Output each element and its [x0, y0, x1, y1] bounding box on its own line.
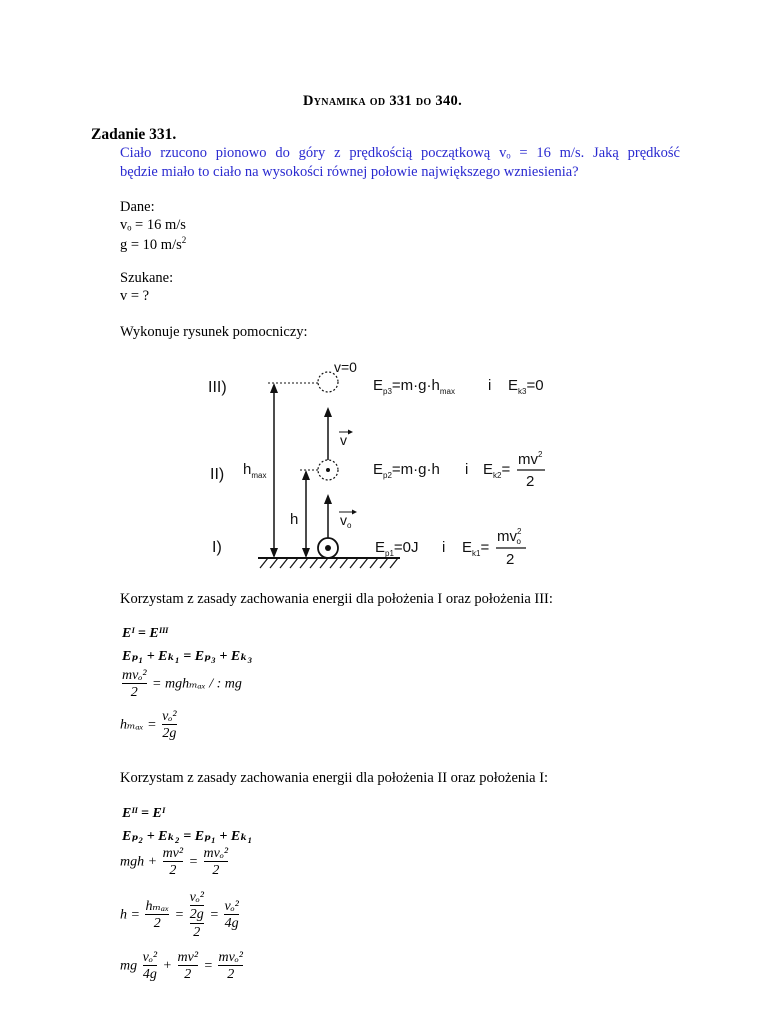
section2-eq2: Eₚ₂ + Eₖ₂ = Eₚ₁ + Eₖ₁	[122, 829, 253, 844]
eq-III-ek-sub: k3	[518, 387, 527, 396]
section2-eq4-inner-frac	[190, 890, 204, 923]
eq-II-ep-sub: p2	[383, 471, 392, 480]
hmax-letter: h	[243, 461, 252, 478]
eq-II-ek-sub: k2	[493, 471, 502, 480]
section2-eq3	[120, 846, 230, 879]
section1-eq4-frac	[162, 709, 176, 742]
eq-II-numerator	[518, 450, 543, 468]
section1-eq4	[120, 709, 179, 742]
section2-eq3-lhs: mgh +	[120, 854, 158, 870]
section2-eq1: Eᴵᴵ = Eᴵ	[122, 806, 165, 821]
eq-I-rest: =0J	[393, 539, 419, 556]
given-v0: vₒ = 16 m/s	[120, 217, 186, 233]
ground-hatching	[260, 558, 398, 568]
section2-eq5-eq: =	[203, 958, 213, 974]
eq-III-ek-val: =0	[526, 377, 544, 394]
eq-II-ek-group: $E_{k2}=$	[483, 461, 511, 480]
section2-eq4-inner-num: vₒ²	[189, 890, 204, 905]
figure-intro: Wykonuje rysunek pomocniczy:	[120, 324, 308, 340]
eq-I-ek: E	[462, 539, 473, 556]
task-text-line-1: Ciało rzucono pionowo do góry z prędkością początkową vₒ = 16 m/s. Jaką prędkość	[120, 145, 680, 161]
section1-eq3-den: 2	[122, 683, 147, 700]
section2-eq4-frac3	[224, 899, 238, 932]
level-II-label: II)	[210, 466, 225, 483]
section2-eq4-num3: vₒ²	[224, 898, 239, 914]
eq-II-num: mv	[518, 451, 538, 468]
v0-sub: o	[347, 521, 352, 530]
section2-eq4-eq1: =	[174, 907, 185, 923]
section1-eq3-num: mvₒ²	[122, 668, 147, 683]
eq-I-num-exp: 2	[517, 527, 522, 536]
section2-eq5-num3: mvₒ²	[218, 950, 244, 965]
equation-I	[375, 539, 419, 558]
section2-eq4-num1: hₘₐₓ	[145, 898, 170, 914]
eq-II-i: i	[465, 461, 469, 478]
page-title: Dynamika od 331 do 340.	[303, 93, 462, 109]
section1-eq4-den: 2g	[162, 726, 177, 742]
section2-eq3-den1: 2	[163, 861, 184, 878]
section2-eq3-eq: =	[188, 854, 199, 870]
given-label: Dane:	[120, 199, 155, 215]
section2-eq4	[120, 890, 241, 940]
section2-eq3-num1: mv²	[162, 846, 184, 861]
section1-eq4-lhs: hₘₐₓ =	[120, 717, 157, 733]
eq-II-rest: =m·g·h	[391, 461, 440, 478]
given-g-text: g = 10 m/s	[120, 236, 182, 253]
eq-III-ep-sub: p3	[383, 387, 392, 396]
eq-I-num-sub: o	[516, 537, 521, 546]
section2-eq4-den3: 4g	[224, 916, 239, 932]
sought-v: v = ?	[120, 288, 150, 304]
section2-intro: Korzystam z zasady zachowania energii dla położenia II oraz położenia I:	[120, 770, 549, 786]
eq-II-ep: E	[373, 461, 384, 478]
v0-letter: v	[340, 512, 347, 528]
section2-eq4-den2: 2	[190, 923, 204, 940]
v-vector-label: v	[340, 432, 347, 448]
given-g-exponent: 2	[181, 235, 187, 245]
equation-III	[373, 377, 455, 396]
section1-intro: Korzystam z zasady zachowania energii dla położenia I oraz położenia III:	[120, 591, 553, 607]
section2-eq5	[120, 950, 245, 983]
section2-eq3-num2: mvₒ²	[203, 846, 229, 861]
section2-eq5-plus: +	[162, 958, 172, 974]
section1-eq3-frac	[122, 668, 147, 701]
eq-III-ek: E	[508, 377, 519, 394]
level-III-label: III)	[208, 379, 227, 396]
eq-II-num-exp: 2	[538, 450, 543, 459]
section2-eq5-den2: 2	[178, 965, 199, 982]
eq-I-ek-group: $E_{k1}=$	[462, 539, 490, 558]
energy-diagram	[200, 350, 570, 580]
eq-I-i: i	[442, 539, 446, 556]
section2-eq5-den1: 4g	[142, 967, 157, 983]
section1-eq3-rest: = mghₘₐₓ / : mg	[152, 676, 242, 692]
section2-eq3-frac1	[163, 846, 184, 879]
hmax-sub: max	[251, 471, 267, 480]
section2-eq4-inner-den: 2g	[189, 907, 204, 923]
ball-top-dashed	[318, 372, 338, 392]
section2-eq5-lhs: mg	[120, 958, 138, 974]
eq-III-rest: =m·g·h	[391, 377, 440, 394]
eq-III-ep: E	[373, 377, 384, 394]
eq-II-den: 2	[526, 473, 535, 490]
section2-eq5-frac2	[178, 950, 199, 983]
eq-I-den: 2	[506, 551, 515, 568]
hmax-label	[243, 461, 266, 480]
section1-eq2: Eₚ₁ + Eₖ₁ = Eₚ₃ + Eₖ₃	[122, 649, 253, 664]
section2-eq5-frac1	[143, 950, 157, 983]
section2-eq4-lhs: h =	[120, 907, 140, 923]
sought-label: Szukane:	[120, 270, 174, 286]
section2-eq5-den3: 2	[218, 965, 243, 982]
eq-II-ek: E	[483, 461, 494, 478]
task-text-line-2: będzie miało to ciało na wysokości równej połowie największego wzniesienia?	[120, 164, 579, 180]
section2-eq5-num1: vₒ²	[142, 950, 158, 965]
eq-III-i: i	[488, 377, 492, 394]
section2-eq3-frac2	[204, 846, 229, 879]
eq-III-hsub: max	[439, 387, 455, 396]
equation-II	[373, 461, 440, 480]
section2-eq4-frac2	[190, 890, 204, 940]
v0-vector-label	[340, 512, 352, 530]
eq-I-numerator	[497, 527, 522, 546]
section1-eq3	[120, 668, 242, 701]
level-I-label: I)	[212, 539, 222, 556]
section1-eq4-num: vₒ²	[162, 709, 177, 724]
eq-I-ek-sub: k1	[472, 549, 481, 558]
section1-eq1: Eᴵ = Eᴵᴵᴵ	[122, 626, 169, 641]
h-label: h	[290, 511, 299, 528]
section2-eq3-den2: 2	[204, 861, 229, 878]
given-g	[120, 235, 186, 254]
section2-eq4-den1: 2	[145, 914, 169, 931]
eq-III-ek-group	[508, 377, 544, 396]
eq-I-ep-sub: p1	[385, 549, 394, 558]
eq-I-num: mv	[497, 528, 517, 545]
eq-I-ep: E	[375, 539, 386, 556]
v-zero-label: v=0	[334, 359, 357, 375]
task-label: Zadanie 331.	[91, 126, 177, 143]
section2-eq5-frac3	[218, 950, 243, 983]
section2-eq4-frac1	[145, 899, 169, 932]
section2-eq5-num2: mv²	[177, 950, 199, 965]
section2-eq4-eq2: =	[209, 907, 219, 923]
